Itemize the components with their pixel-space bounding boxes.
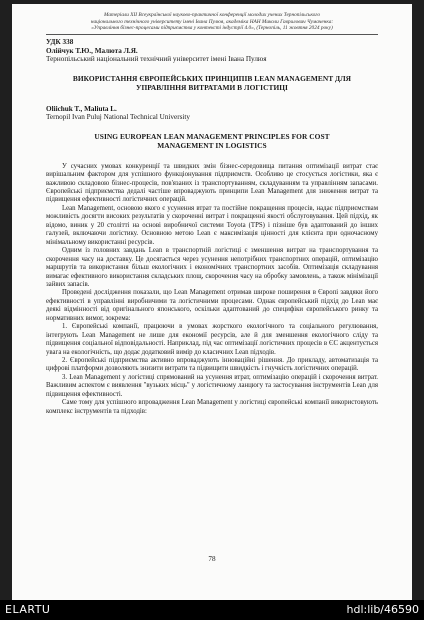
title-en xyxy=(52,132,372,151)
authors-ua: Олійчук Т.Ю., Малюта Л.Я. xyxy=(46,46,138,55)
footer-bar xyxy=(0,600,424,620)
paragraph: Одним із головних завдань Lean в транспортній логістиці є зменшення витрат на транспортування та скорочення часу на доставку. Це досягається через усунення непотрібних транспортних операцій, оптимізацію маршрутів та використання більш екологічних і економічних транспортних засобів. Оптимізація складування вимагає ефективного використання складських площ, скорочення часу на обробку замовлень, а також мінімізації зайвих запасів. xyxy=(46,247,378,288)
paragraph: 3. Lean Management у логістиці спрямований на усунення втрат, оптимізацію операцій і скорочення витрат. Важливим аспектом є виявлення "вузьких місць" у логістичному ланцюгу та застосування інструментів Lean для підвищення ефективності. xyxy=(46,373,378,398)
title-ua-line-2: УПРАВЛІННЯ ВИТРАТАМИ В ЛОГІСТИЦІ xyxy=(136,83,288,93)
udk-code: УДК 338 xyxy=(46,38,74,47)
paragraph: Lean Management, основою якого є усунення втрат та постійне покращення процесів, надає підприємствам можливість досягти високих результатів у скороченні витрат і покращенні якості обслуговування. Цей підхід, як відомо, виник у 20 столітті на основі виробничої системи Toyota (TPS) і пізніше був адаптований до інших галузей, включаючи логістику. Основною метою Lean є максимізація цінності для клієнта при одночасному мінімальному використанні ресурсів. xyxy=(46,204,378,246)
paragraph: Проведені дослідження показали, що Lean Management отримав широке поширення в Європі завдяки його ефективності в управлінні виробничими та логістичними процесами. Однак європейський підхід до Lean має деякі відмінності від оригінального японського, оскільки адаптований до специфіки європейського ринку та нормативних вимог, зокрема: xyxy=(46,289,378,322)
header-line-1: Матеріали XII Всеукраїнської науково-практичної конференції молодих учених Тернопільського xyxy=(104,12,320,18)
conference-header xyxy=(46,12,378,35)
repository-name: ELARTU xyxy=(5,603,51,616)
handle-id: hdl:lib/46590 xyxy=(346,603,419,616)
paragraph: Саме тому для успішного впровадження Lean Management у логістиці європейські компанії використовують комплекс інструментів та підходів: xyxy=(46,399,378,415)
header-line-3: «Управління бізнес-процесами підприємства у контексті індустрії 4.0», (Тернопіль, 11 жовтня 2024 року) xyxy=(91,25,333,32)
title-en-line-2: MANAGEMENT IN LOGISTICS xyxy=(157,141,267,151)
affiliation-en: Ternopil Ivan Puluj National Technical University xyxy=(46,113,190,122)
paragraph: 1. Європейські компанії, працюючи в умовах жорсткого екологічного та соціального регулювання, інтегрують Lean Management не лише для економії ресурсів, але й для зменшення екологічного сліду та підвищення соціальної відповідальності. Наприклад, під час оптимізації логістичних процесів в ЄС акцентується увага на екологічність, що додає додатковий вимір до класичних Lean підходів. xyxy=(46,323,378,356)
document-page xyxy=(12,4,412,600)
header-line-2: національного технічного університету імені Івана Пулюя, академіка НАН Миколи Гаврилович Чумаченка: xyxy=(90,18,334,25)
paragraph: У сучасних умовах конкуренції та швидких змін бізнес-середовища питання оптимізації витрат стає вирішальним фактором для успішного функціонування підприємств. Особливо це стосується логістики, яка є важливою складовою бізнес-процесів, пов'язаних із транспортуванням, складуванням та управлінням запасами. Європейські підприємства дедалі частіше впроваджують принципи Lean Management для зниження витрат та підвищення ефективності логістичних операцій. xyxy=(46,162,378,204)
body-text xyxy=(46,163,378,417)
affiliation-ua: Тернопільський національний технічний університет імені Івана Пулюя xyxy=(46,55,267,64)
title-en-line-1: USING EUROPEAN LEAN MANAGEMENT PRINCIPLES FOR COST xyxy=(94,131,330,141)
title-ua xyxy=(52,74,372,93)
authors-en: Oliichuk T., Maliuta L. xyxy=(46,104,117,113)
paragraph: 2. Європейські підприємства активно впроваджують інноваційні рішення. До прикладу, автоматизація та цифрові платформи дозволяють знизити витрати та підвищити швидкість і гнучкість логістичних операцій. xyxy=(46,357,378,373)
page-number: 78 xyxy=(208,555,216,563)
title-ua-line-1: ВИКОРИСТАННЯ ЄВРОПЕЙСЬКИХ ПРИНЦИПІВ LEAN MANAGEMENT ДЛЯ xyxy=(72,73,352,83)
